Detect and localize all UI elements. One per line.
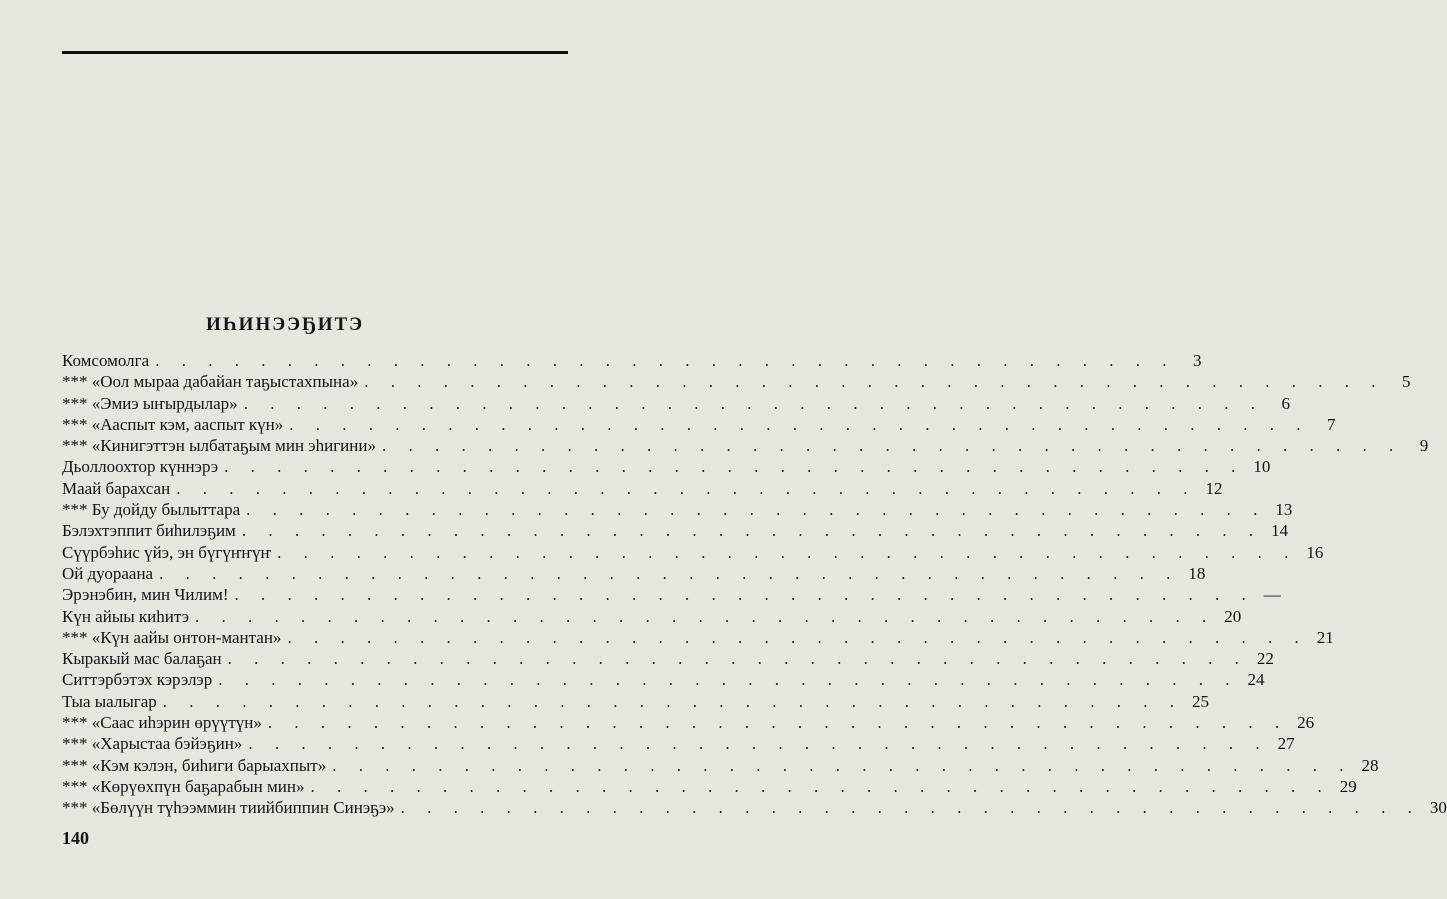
- toc-entry-title: *** «Харыстаа бэйэҕин»: [62, 734, 243, 754]
- toc-entry-page: 27: [1277, 734, 1295, 754]
- dot-leader: . . . . . . . . . . . . . . . . . . . . . . . . . . . . . . . . . . . . . . .: [218, 670, 1239, 690]
- toc-entry-page: 18: [1188, 563, 1206, 583]
- toc-entry-title: Маай барахсан: [62, 478, 171, 498]
- toc-entry: [62, 563, 1206, 584]
- dot-leader: . . . . . . . . . . . . . . . . . . . . . . . . . . . . . . . . . . . . . . .: [243, 393, 1264, 413]
- dot-leader: . . . . . . . . . . . . . . . . . . . . . . . . . . . . . . . . . . . . . . .: [381, 436, 1403, 456]
- dot-leader: . . . . . . . . . . . . . . . . . . . . . . . . . . . . . . . . . . . . . . .: [176, 478, 1197, 498]
- table-of-contents: [62, 350, 1447, 819]
- toc-entry-title: *** «Эмиэ ыҥырдылар»: [62, 393, 238, 413]
- toc-entry-title: *** «Кинигэттэн ылбатаҕым мин эһигини»: [62, 436, 376, 456]
- toc-entry-page: 30: [1429, 798, 1447, 818]
- dot-leader: . . . . . . . . . . . . . . . . . . . . . . . . . . . . . . . . . . . . . . .: [248, 734, 1269, 754]
- toc-entry-title: Тыа ыалыгар: [62, 691, 157, 711]
- toc-entry-title: Ой дуораана: [62, 563, 154, 583]
- toc-entry-title: *** «Кэм кэлэн, биһиги барыахпыт»: [62, 755, 327, 775]
- toc-entry: [62, 456, 1271, 477]
- dot-leader: . . . . . . . . . . . . . . . . . . . . . . . . . . . . . . . . . . . . . . .: [195, 606, 1216, 626]
- toc-entry: [62, 478, 1223, 499]
- toc-entry: [62, 691, 1210, 712]
- toc-entry: [62, 542, 1324, 563]
- toc-entry-page: 13: [1275, 500, 1293, 520]
- toc-entry-page: 3: [1192, 351, 1202, 370]
- toc-entry-title: *** «Бөлүүн түһээммин тиийбиппин Синэҕэ»: [62, 798, 395, 818]
- toc-entry: [62, 797, 1447, 818]
- toc-entry-page: 5: [1401, 372, 1411, 392]
- toc-entry-title: *** «Оол мыраа дабайан таҕыстахпына»: [62, 372, 359, 392]
- toc-entry-title: Күн айыы киһитэ: [62, 606, 190, 626]
- toc-entry: [62, 499, 1293, 520]
- toc-entry-title: *** «Саас иһэрин өрүүтүн»: [62, 713, 262, 733]
- toc-entry: [62, 350, 1202, 371]
- toc-entry: [62, 435, 1429, 456]
- toc-entry-page: 6: [1281, 393, 1290, 413]
- dot-leader: . . . . . . . . . . . . . . . . . . . . . . . . . . . . . . . . . . . . . . .: [224, 457, 1245, 477]
- toc-entry: [62, 414, 1336, 435]
- toc-entry-page: 21: [1316, 627, 1334, 647]
- dot-leader: . . . . . . . . . . . . . . . . . . . . . . . . . . . . . . . . . . . . . . .: [159, 563, 1180, 583]
- toc-entry-page: 20: [1224, 606, 1242, 626]
- dot-leader: . . . . . . . . . . . . . . . . . . . . . . . . . . . . . . . . . . . . . . .: [246, 500, 1267, 520]
- toc-entry-title: *** «Көрүөхпүн баҕарабын мин»: [62, 776, 305, 796]
- toc-entry: [62, 755, 1379, 776]
- toc-entry: [62, 776, 1357, 797]
- dot-leader: . . . . . . . . . . . . . . . . . . . . . . . . . . . . . . . . . . . . . . .: [364, 372, 1385, 392]
- toc-entry-page: 14: [1271, 521, 1289, 541]
- toc-entry-page: 12: [1205, 478, 1223, 498]
- toc-entry-page: 9: [1419, 436, 1429, 456]
- toc-entry-page: 10: [1253, 457, 1271, 477]
- toc-entry-page: 29: [1339, 776, 1357, 796]
- dot-leader: . . . . . . . . . . . . . . . . . . . . . . . . . . . . . . . . . . . . . . .: [241, 521, 1263, 541]
- toc-entry-page: 25: [1192, 691, 1210, 711]
- dot-leader: . . . . . . . . . . . . . . . . . . . . . . . . . . . . . . . . . . . . . . .: [227, 649, 1248, 669]
- toc-entry-page: —: [1263, 585, 1281, 605]
- toc-entry-title: *** Бу дойду былыттара: [62, 500, 241, 520]
- page-number: 140: [62, 828, 89, 848]
- dot-leader: . . . . . . . . . . . . . . . . . . . . . . . . . . . . . . . . . . . . . . .: [267, 713, 1289, 733]
- toc-entry-page: 16: [1306, 542, 1324, 562]
- toc-entry: [62, 584, 1281, 605]
- dot-leader: . . . . . . . . . . . . . . . . . . . . . . . . . . . . . . . . . . . . . . .: [277, 542, 1298, 562]
- toc-entry: [62, 520, 1289, 541]
- toc-entry: [62, 627, 1334, 648]
- toc-entry-title: Сүүрбэһис үйэ, эн бүгүҥҥүҥ: [62, 542, 272, 562]
- contents-heading: ИҺИНЭЭҔИТЭ: [205, 314, 365, 335]
- toc-entry-title: *** «Күн аайы онтон-мантан»: [62, 627, 282, 647]
- dot-leader: . . . . . . . . . . . . . . . . . . . . . . . . . . . . . . . . . . . . . . .: [400, 798, 1421, 818]
- toc-entry-title: Ситтэрбэтэх кэрэлэр: [62, 670, 213, 690]
- dot-leader: . . . . . . . . . . . . . . . . . . . . . . . . . . . . . . . . . . . . . . .: [332, 755, 1353, 775]
- dot-leader: . . . . . . . . . . . . . . . . . . . . . . . . . . . . . . . . . . . . . . .: [234, 585, 1255, 605]
- dot-leader: . . . . . . . . . . . . . . . . . . . . . . . . . . . . . . . . . . . . . . .: [162, 691, 1184, 711]
- dot-leader: . . . . . . . . . . . . . . . . . . . . . . . . . . . . . . . . . . . . . . .: [287, 627, 1308, 647]
- toc-entry-title: Комсомолга: [62, 351, 150, 370]
- dot-leader: . . . . . . . . . . . . . . . . . . . . . . . . . . . . . . . . . . . . . . .: [310, 776, 1331, 796]
- toc-entry-title: Дьоллоохтор күннэрэ: [62, 457, 219, 477]
- top-rule: [62, 51, 568, 54]
- toc-entry: [62, 712, 1315, 733]
- toc-entry-page: 7: [1326, 414, 1336, 434]
- toc-entry: [62, 733, 1295, 754]
- toc-entry: [62, 371, 1411, 392]
- toc-entry-title: *** «Ааспыт кэм, ааспыт күн»: [62, 414, 284, 434]
- toc-entry: [62, 393, 1290, 414]
- toc-entry-page: 24: [1247, 670, 1265, 690]
- toc-entry-title: Эрэнэбин, мин Чилим!: [62, 585, 229, 605]
- toc-entry-title: Кыракый мас балаҕан: [62, 649, 222, 669]
- toc-entry-page: 28: [1361, 755, 1379, 775]
- toc-entry: [62, 606, 1242, 627]
- toc-entry-page: 26: [1297, 713, 1315, 733]
- toc-entry: [62, 648, 1274, 669]
- dot-leader: . . . . . . . . . . . . . . . . . . . . . . . . . . . . . . . . . . . . . . .: [289, 414, 1310, 434]
- toc-entry-page: 22: [1256, 649, 1274, 669]
- toc-entry: [62, 669, 1265, 690]
- toc-entry-title: Бэлэхтэппит биһилэҕим: [62, 521, 236, 541]
- dot-leader: . . . . . . . . . . . . . . . . . . . . . . . . . . . . . . . . . . . . . . .: [155, 351, 1176, 370]
